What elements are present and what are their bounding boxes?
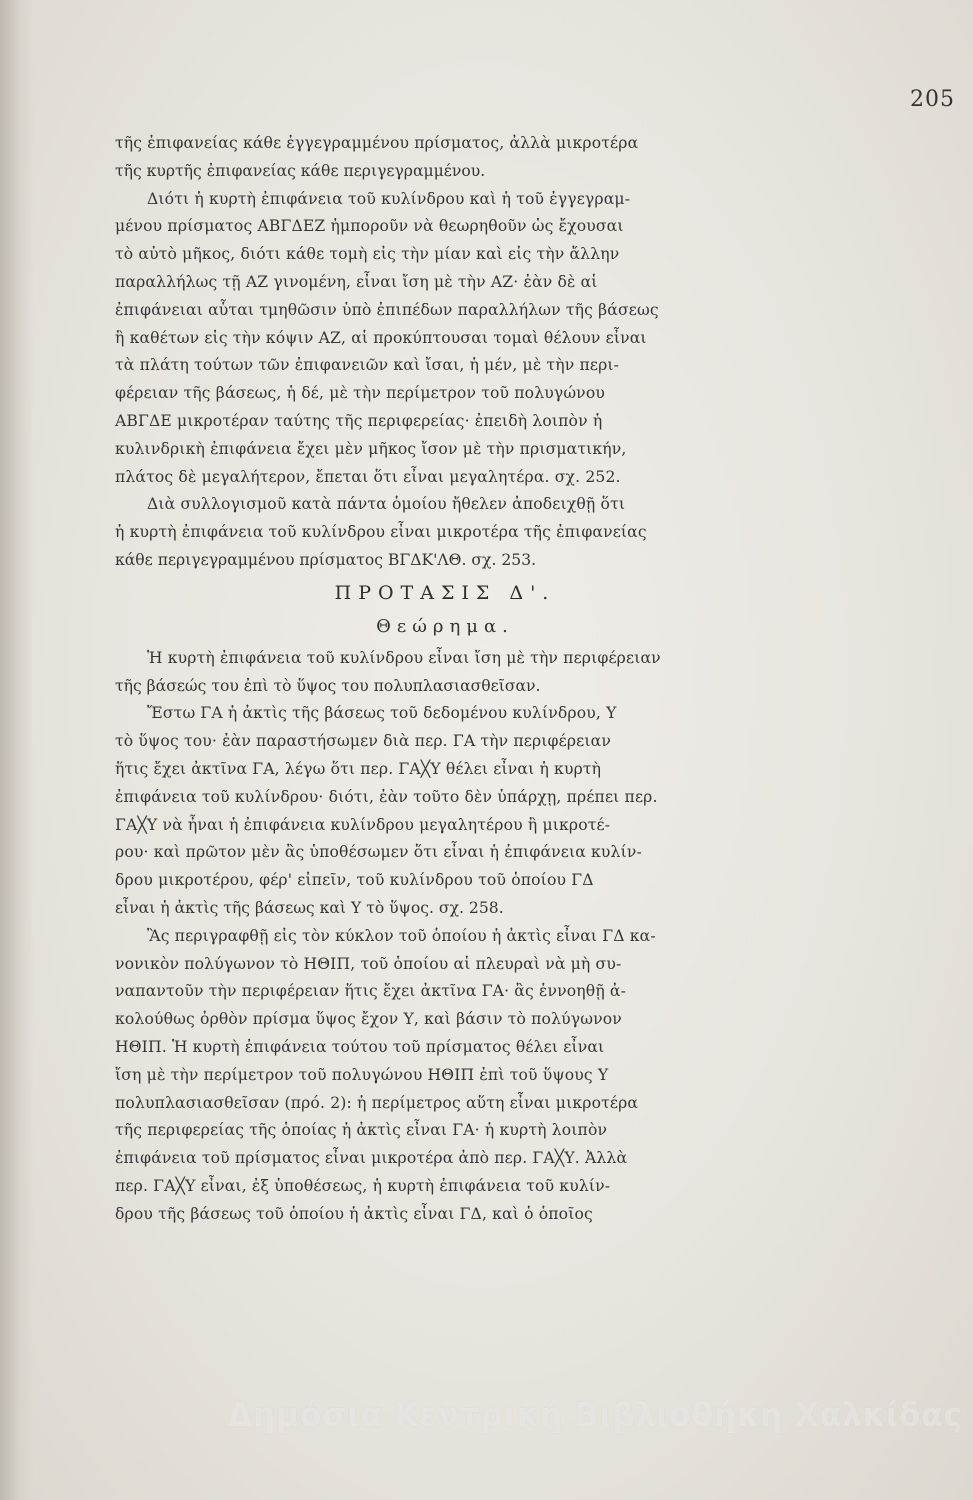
text-line: δρου τῆς βάσεως τοῦ ὁποίου ἡ ἀκτὶς εἶναι ΓΔ, καὶ ὁ ὁποῖος: [115, 1204, 593, 1223]
text-line: τῆς κυρτῆς ἐπιφανείας κάθε περιγεγραμμένου.: [115, 161, 486, 180]
text-line: περ. ΓΑ╳Υ εἶναι, ἐξ ὑποθέσεως, ἡ κυρτὴ ἐπιφάνεια τοῦ κυλίν-: [115, 1176, 611, 1195]
text-line: ΓΑ╳Υ νὰ ἦναι ἡ ἐπιφάνεια κυλίνδρου μεγαλητέρου ἢ μικροτέ-: [115, 815, 611, 834]
text-line: τῆς ἐπιφανείας κάθε ἐγγεγραμμένου πρίσματος, ἀλλὰ μικροτέρα: [115, 134, 639, 152]
text-line: νονικὸν πολύγωνον τὸ ΗΘΙΠ, τοῦ ὁποίου αἱ πλευραὶ νὰ μὴ συ-: [115, 954, 622, 973]
text-line: πολυπλασιασθεῖσαν (πρό. 2): ἡ περίμετρος αὕτη εἶναι μικροτέρα: [115, 1093, 639, 1112]
text-line: ἡ κυρτὴ ἐπιφάνεια τοῦ κυλίνδρου εἶναι μικροτέρα τῆς ἐπιφανείας: [115, 523, 647, 542]
page-number: 205: [910, 87, 955, 112]
text-line: ΑΒΓΔΕ μικροτέραν ταύτης τῆς περιφερείας· ἐπειδὴ λοιπὸν ἡ: [115, 411, 603, 430]
text-line: ΗΘΙΠ. Ἡ κυρτὴ ἐπιφάνεια τούτου τοῦ πρίσματος θέλει εἶναι: [115, 1037, 605, 1056]
text-line: κυλινδρικὴ ἐπιφάνεια ἔχει μὲν μῆκος ἴσον μὲ τὴν πρισματικήν,: [115, 439, 627, 458]
theorem-subheading: Θεώρημα.: [376, 615, 514, 637]
library-watermark: Δημόσια Κεντρική Βιβλιοθήκη Χαλκίδας: [228, 1395, 963, 1434]
text-line: κολούθως ὀρθὸν πρίσμα ὕψος ἔχον Υ, καὶ βάσιν τὸ πολύγωνον: [115, 1010, 622, 1029]
page-gutter-shadow: [0, 0, 34, 1500]
text-line: δρου μικροτέρου, φέρ' εἰπεῖν, τοῦ κυλίνδρου τοῦ ὁποίου ΓΔ: [115, 871, 594, 890]
text-line: μένου πρίσματος ΑΒΓΔΕΖ ἠμποροῦν νὰ θεωρηθοῦν ὡς ἔχουσαι: [115, 217, 624, 236]
text-line: Διότι ἡ κυρτὴ ἐπιφάνεια τοῦ κυλίνδρου καὶ ἡ τοῦ ἐγγεγραμ-: [147, 189, 631, 208]
text-line: Διὰ συλλογισμοῦ κατὰ πάντα ὁμοίου ἤθελεν ἀποδειχθῇ ὅτι: [147, 495, 626, 514]
paragraph-top: [115, 130, 775, 575]
text-line: ρου· καὶ πρῶτον μὲν ἂς ὑποθέσωμεν ὅτι εἶναι ἡ ἐπιφάνεια κυλίν-: [115, 843, 642, 862]
text-line: ἢ καθέτων εἰς τὴν κόψιν ΑΖ, αἱ προκύπτουσαι τομαὶ θέλουν εἶναι: [115, 328, 647, 347]
page-body: [115, 130, 775, 1228]
text-line: ἐπιφάνειαι αὗται τμηθῶσιν ὑπὸ ἐπιπέδων παραλλήλων τῆς βάσεως: [115, 300, 659, 319]
text-line: τῆς περιφερείας τῆς ὁποίας ἡ ἀκτὶς εἶναι ΓΑ· ἡ κυρτὴ λοιπὸν: [115, 1121, 608, 1140]
text-line: εἶναι ἡ ἀκτὶς τῆς βάσεως καὶ Υ τὸ ὕψος. σχ. 258.: [115, 898, 504, 917]
text-line: τὸ ὕψος του· ἐὰν παραστήσωμεν διὰ περ. ΓΑ τὴν περιφέρειαν: [115, 732, 611, 751]
paragraph-bottom: [115, 645, 775, 1229]
text-line: κάθε περιγεγραμμένου πρίσματος ΒΓΔΚ'ΛΘ. σχ. 253.: [115, 550, 537, 569]
text-line: ἐπιφάνεια τοῦ πρίσματος εἶναι μικροτέρα ἀπὸ περ. ΓΑ╳Υ. Ἀλλὰ: [115, 1149, 628, 1168]
text-line: Ἡ κυρτὴ ἐπιφάνεια τοῦ κυλίνδρου εἶναι ἴση μὲ τὴν περιφέρειαν: [147, 648, 661, 667]
proposition-heading: ΠΡΟΤΑΣΙΣ Δ'.: [334, 581, 556, 604]
text-line: παραλλήλως τῇ ΑΖ γινομένη, εἶναι ἴση μὲ τὴν ΑΖ· ἐὰν δὲ αἱ: [115, 272, 598, 291]
text-line: πλάτος δὲ μεγαλήτερον, ἔπεται ὅτι εἶναι μεγαλητέρα. σχ. 252.: [115, 467, 621, 486]
text-line: τῆς βάσεώς του ἐπὶ τὸ ὕψος του πολυπλασιασθεῖσαν.: [115, 676, 541, 695]
text-line: φέρειαν τῆς βάσεως, ἡ δέ, μὲ τὴν περίμετρον τοῦ πολυγώνου: [115, 384, 605, 403]
text-line: τὰ πλάτη τούτων τῶν ἐπιφανειῶν καὶ ἴσαι, ἡ μέν, μὲ τὴν περι-: [115, 356, 620, 375]
text-line: ἴση μὲ τὴν περίμετρον τοῦ πολυγώνου ΗΘΙΠ ἐπὶ τοῦ ὕψους Υ: [115, 1065, 609, 1084]
text-line: ἥτις ἔχει ἀκτῖνα ΓΑ, λέγω ὅτι περ. ΓΑ╳Υ θέλει εἶναι ἡ κυρτὴ: [115, 759, 602, 778]
text-line: ναπαντοῦν τὴν περιφέρειαν ἥτις ἔχει ἀκτῖνα ΓΑ· ἂς ἐννοηθῇ ἀ-: [115, 982, 627, 1001]
text-line: Ἔστω ΓΑ ἡ ἀκτὶς τῆς βάσεως τοῦ δεδομένου κυλίνδρου, Υ: [147, 704, 617, 723]
text-line: Ἂς περιγραφθῇ εἰς τὸν κύκλον τοῦ ὁποίου ἡ ἀκτὶς εἶναι ΓΔ κα-: [147, 926, 656, 945]
text-line: τὸ αὐτὸ μῆκος, διότι κάθε τομὴ εἰς τὴν μίαν καὶ εἰς τὴν ἄλλην: [115, 245, 620, 264]
text-line: ἐπιφάνεια τοῦ κυλίνδρου· διότι, ἐὰν τοῦτο δὲν ὑπάρχῃ, πρέπει περ.: [115, 787, 658, 806]
